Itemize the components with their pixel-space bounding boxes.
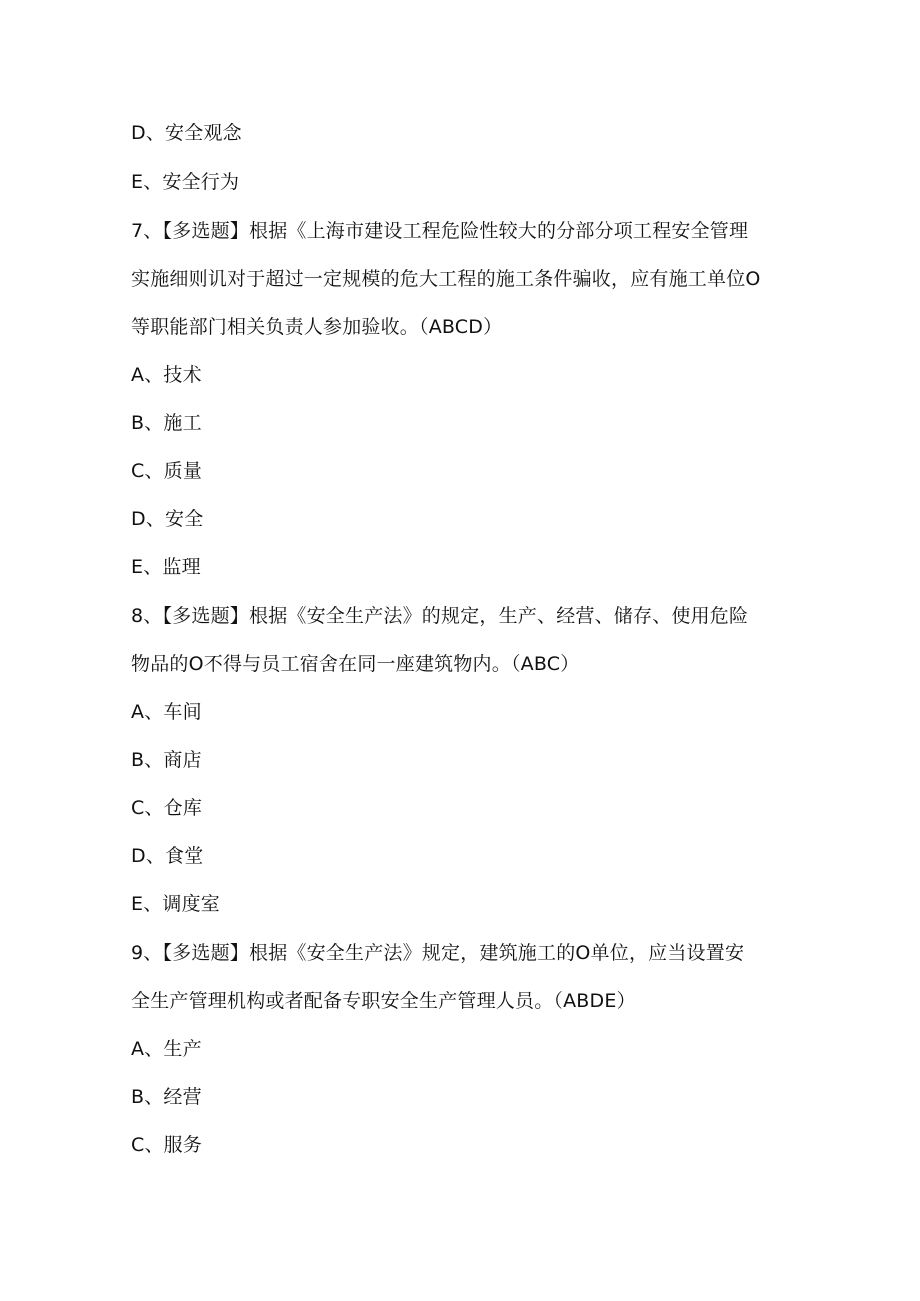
option-line: B、施工 <box>131 412 202 434</box>
question-line: 实施细则讥对于超过一定规模的危大工程的施工条件骗收，应有施工单位O <box>131 268 761 290</box>
option-line: A、车间 <box>131 701 202 723</box>
option-line: A、生产 <box>131 1038 202 1060</box>
option-line: D、食堂 <box>131 845 204 867</box>
question-line: 7、【多选题】根据《上海市建设工程危险性较大的分部分项工程安全管理 <box>131 220 749 242</box>
option-line: B、经营 <box>131 1086 202 1108</box>
option-line: E、调度室 <box>131 893 221 915</box>
option-line: C、服务 <box>131 1134 203 1156</box>
option-line: E、监理 <box>131 556 201 578</box>
option-line: A、技术 <box>131 364 202 386</box>
option-line: C、质量 <box>131 460 203 482</box>
option-line: D、安全 <box>131 508 204 530</box>
question-line: 物品的O不得与员工宿舍在同一座建筑物内。（ABC） <box>131 653 580 675</box>
question-line: 全生产管理机构或者配备专职安全生产管理人员。（ABDE） <box>131 990 636 1012</box>
option-line: D、安全观念 <box>131 122 242 144</box>
question-line: 8、【多选题】根据《安全生产法》的规定，生产、经营、储存、使用危险 <box>131 605 749 627</box>
option-line: E、安全行为 <box>131 171 240 193</box>
option-line: B、商店 <box>131 749 202 771</box>
option-line: C、仓库 <box>131 797 203 819</box>
question-line: 9、【多选题】根据《安全生产法》规定，建筑施工的O单位，应当设置安 <box>131 942 745 964</box>
question-line: 等职能部门相关负责人参加验收。（ABCD） <box>131 316 503 338</box>
